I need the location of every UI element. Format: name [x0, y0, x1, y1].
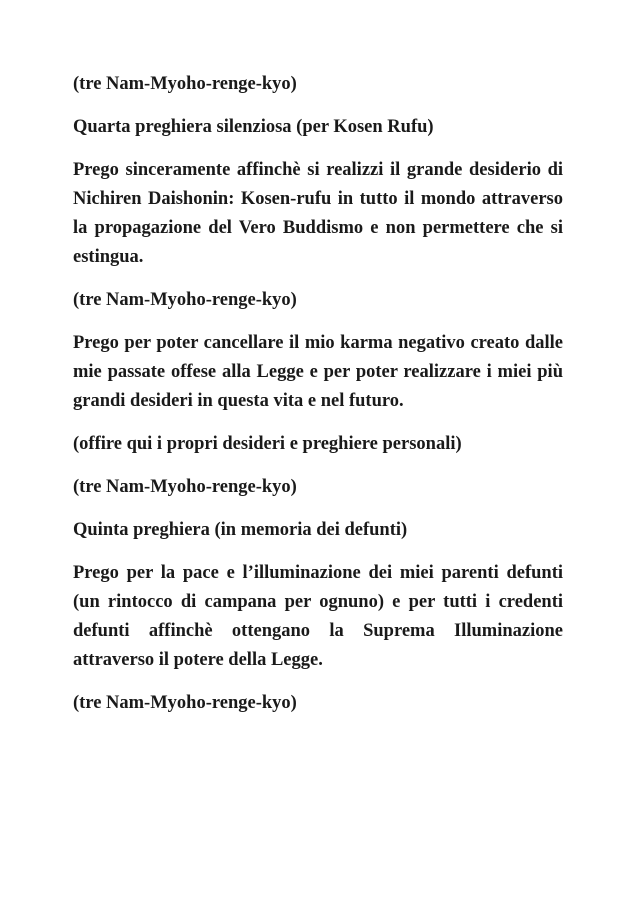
chant-instruction: (tre Nam-Myoho-renge-kyo) [73, 74, 297, 94]
chant-instruction: (tre Nam-Myoho-renge-kyo) [73, 477, 297, 497]
document-body [73, 70, 563, 732]
chant-instruction: (tre Nam-Myoho-renge-kyo) [73, 290, 297, 310]
section-heading-fifth-prayer: Quinta preghiera (in memoria dei defunti) [73, 520, 408, 540]
prayer-paragraph-deceased: Prego per la pace e l’illuminazione dei miei parenti defunti (un rintocco di campana per ognuno) e per tutti i credenti defunti affinchè ottengano la Suprema Illuminazione attraverso il potere della Legge. [73, 563, 563, 670]
prayer-paragraph-kosen-rufu: Prego sinceramente affinchè si realizzi il grande desiderio di Nichiren Daishonin: Kosen-rufu in tutto il mondo attraverso la propagazione del Vero Buddismo e non permettere che si estingua. [73, 160, 563, 267]
personal-prayer-note: (offire qui i propri desideri e preghiere personali) [73, 434, 462, 454]
chant-instruction: (tre Nam-Myoho-renge-kyo) [73, 693, 297, 713]
section-heading-fourth-prayer: Quarta preghiera silenziosa (per Kosen Rufu) [73, 117, 434, 137]
prayer-paragraph-karma: Prego per poter cancellare il mio karma negativo creato dalle mie passate offese alla Legge e per poter realizzare i miei più grandi desideri in questa vita e nel futuro. [73, 333, 563, 411]
